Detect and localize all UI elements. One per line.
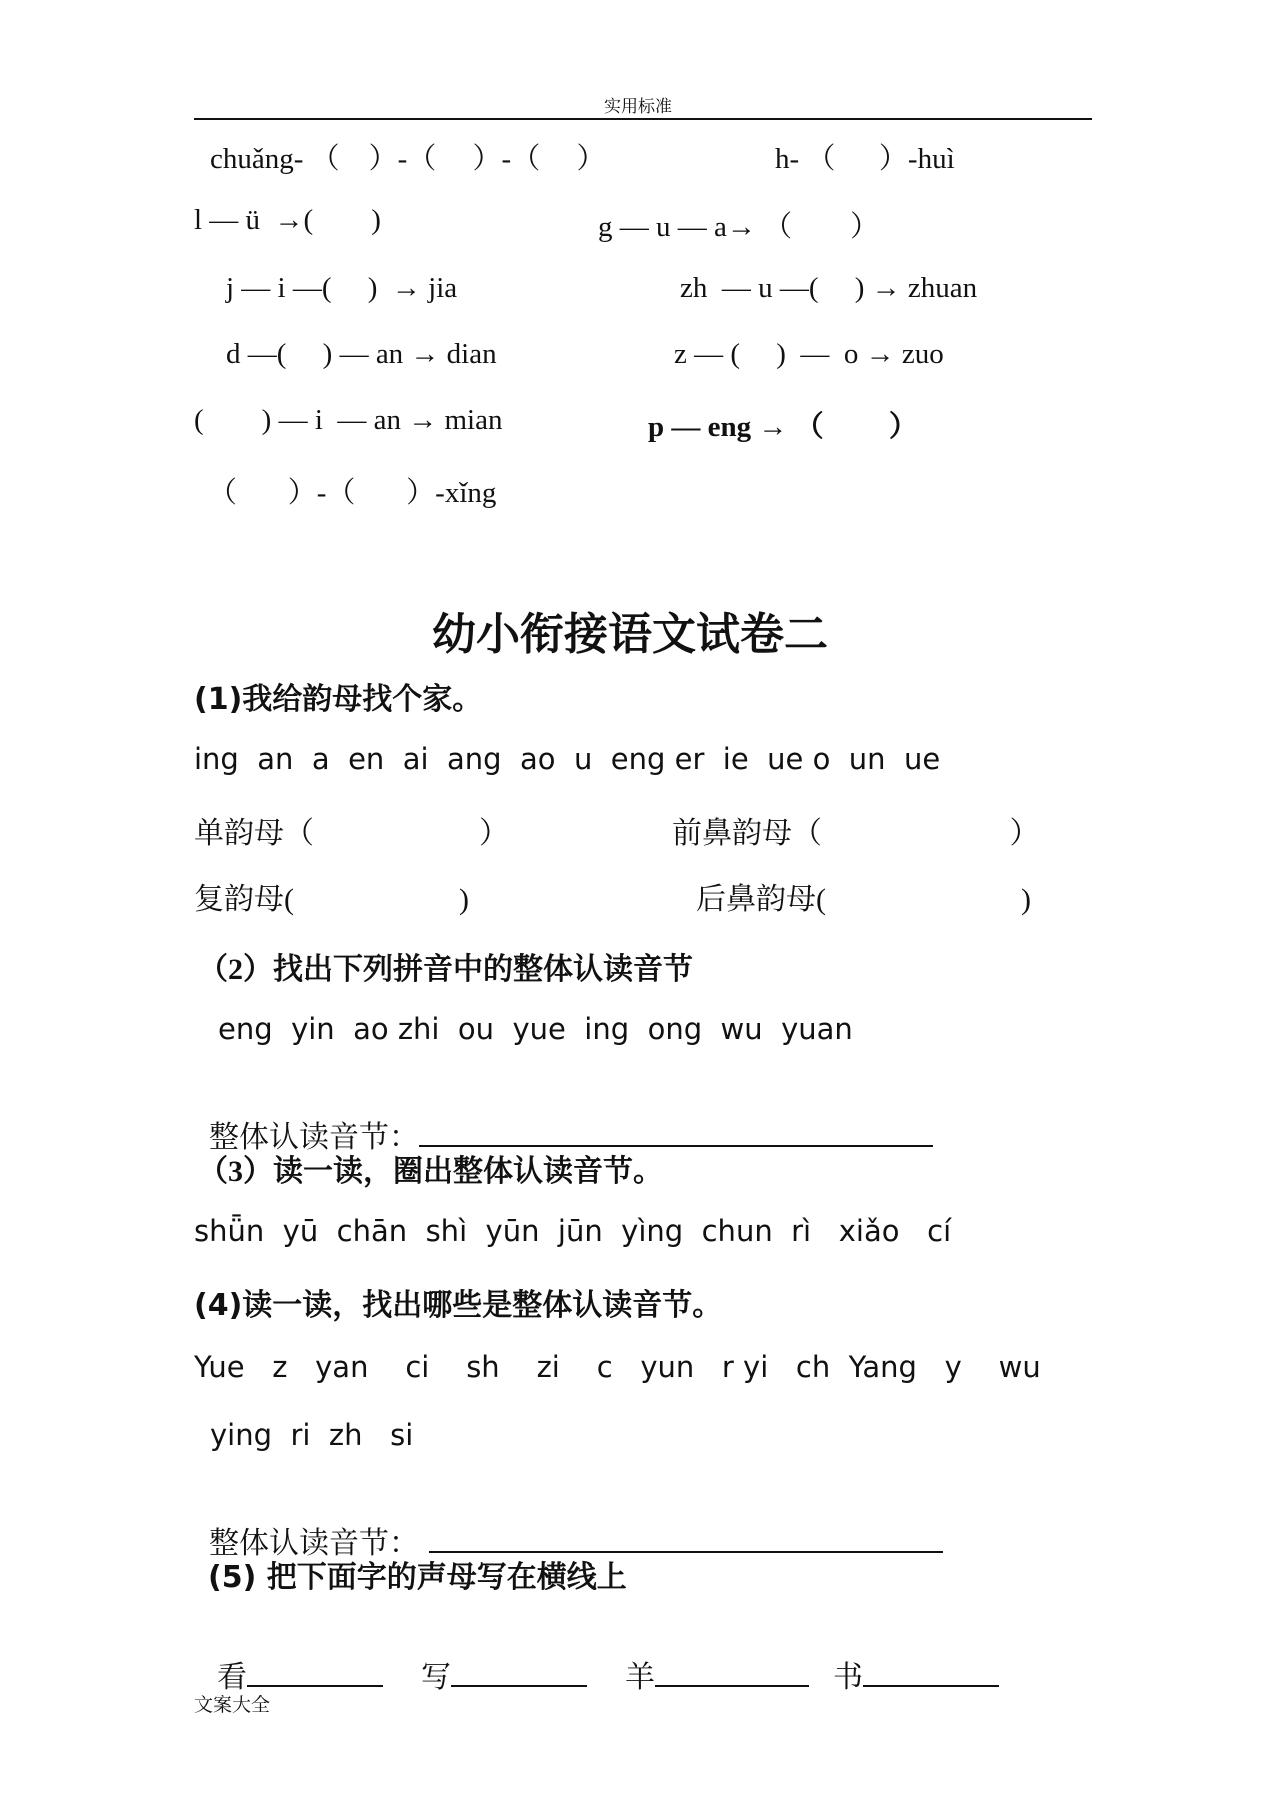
q1-front-nasal-finals: 前鼻韵母（ ） [672, 817, 1040, 850]
exercise-row4-right: z — ( ) — o → zuo [674, 338, 944, 370]
exercise-row3-left: j — i —( ) → jia [226, 272, 458, 304]
page-header: 实用标准 [604, 97, 672, 116]
q4-title: (4)读一读，找出哪些是整体认读音节。 [194, 1288, 723, 1323]
q5-char-shu: 书 [833, 1661, 863, 1694]
q5-blank-xie[interactable] [451, 1659, 587, 1687]
q2-answer-line[interactable] [419, 1119, 933, 1147]
exercise-row5-right: p — eng → （ ） [648, 411, 918, 443]
q4-answer-row [194, 1484, 943, 1562]
q5-char-kan: 看 [217, 1661, 247, 1694]
header-rule [194, 118, 1092, 120]
q5-blank-kan[interactable] [247, 1659, 383, 1687]
q4-items-line1: Yue z yan ci sh zi c yun r yi ch Yang y wu [194, 1350, 1041, 1384]
q2-title: （2）找出下列拼音中的整体认读音节 [198, 953, 693, 986]
q4-items-line2: ying ri zh si [210, 1418, 414, 1452]
exercise-row5-left: ( ) — i — an → mian [194, 404, 503, 436]
exercise-row4-left: d —( ) — an → dian [226, 338, 497, 370]
q1-single-finals: 单韵母（ ） [194, 817, 509, 850]
q5-blank-yang[interactable] [655, 1659, 809, 1687]
q5-row [202, 1618, 999, 1696]
exam-title: 幼小衔接语文试卷二 [432, 610, 828, 659]
q1-back-nasal-finals: 后鼻韵母( ) [696, 883, 1031, 916]
q5-char-yang: 羊 [625, 1661, 655, 1694]
q2-items: eng yin ao zhi ou yue ing ong wu yuan [218, 1012, 853, 1046]
exercise-row2-right: g — u — a→ （ ） [598, 211, 880, 243]
q3-title: （3）读一读，圈出整体认读音节。 [198, 1155, 663, 1188]
q1-title: (1)我给韵母找个家。 [194, 682, 483, 717]
exercise-row1-left: chuǎng- （ ）-（ ）-（ ） [210, 143, 606, 175]
q5-blank-shu[interactable] [863, 1659, 999, 1687]
q1-compound-finals: 复韵母( ) [194, 883, 469, 916]
exercise-row2-left: l — ü →( ) [194, 204, 381, 236]
exercise-row1-right: h- （ ）-huì [775, 143, 955, 175]
exercise-row3-right: zh — u —( ) → zhuan [680, 272, 978, 304]
q4-answer-label: 整体认读音节： [209, 1527, 419, 1560]
page-footer: 文案大全 [194, 1695, 271, 1716]
q3-items: shǖn yū chān shì yūn jūn yìng chun rì xiǎo cí [194, 1214, 952, 1248]
q5-title: (5) 把下面字的声母写在横线上 [208, 1560, 627, 1595]
exercise-row6-left: （ ）-（ ）-xǐng [208, 477, 497, 509]
q2-answer-row [194, 1078, 933, 1156]
q1-items: ing an a en ai ang ao u eng er ie ue o un ue [194, 742, 941, 776]
q4-answer-line[interactable] [429, 1525, 943, 1553]
q5-char-xie: 写 [421, 1661, 451, 1694]
q2-answer-label: 整体认读音节： [209, 1121, 419, 1154]
